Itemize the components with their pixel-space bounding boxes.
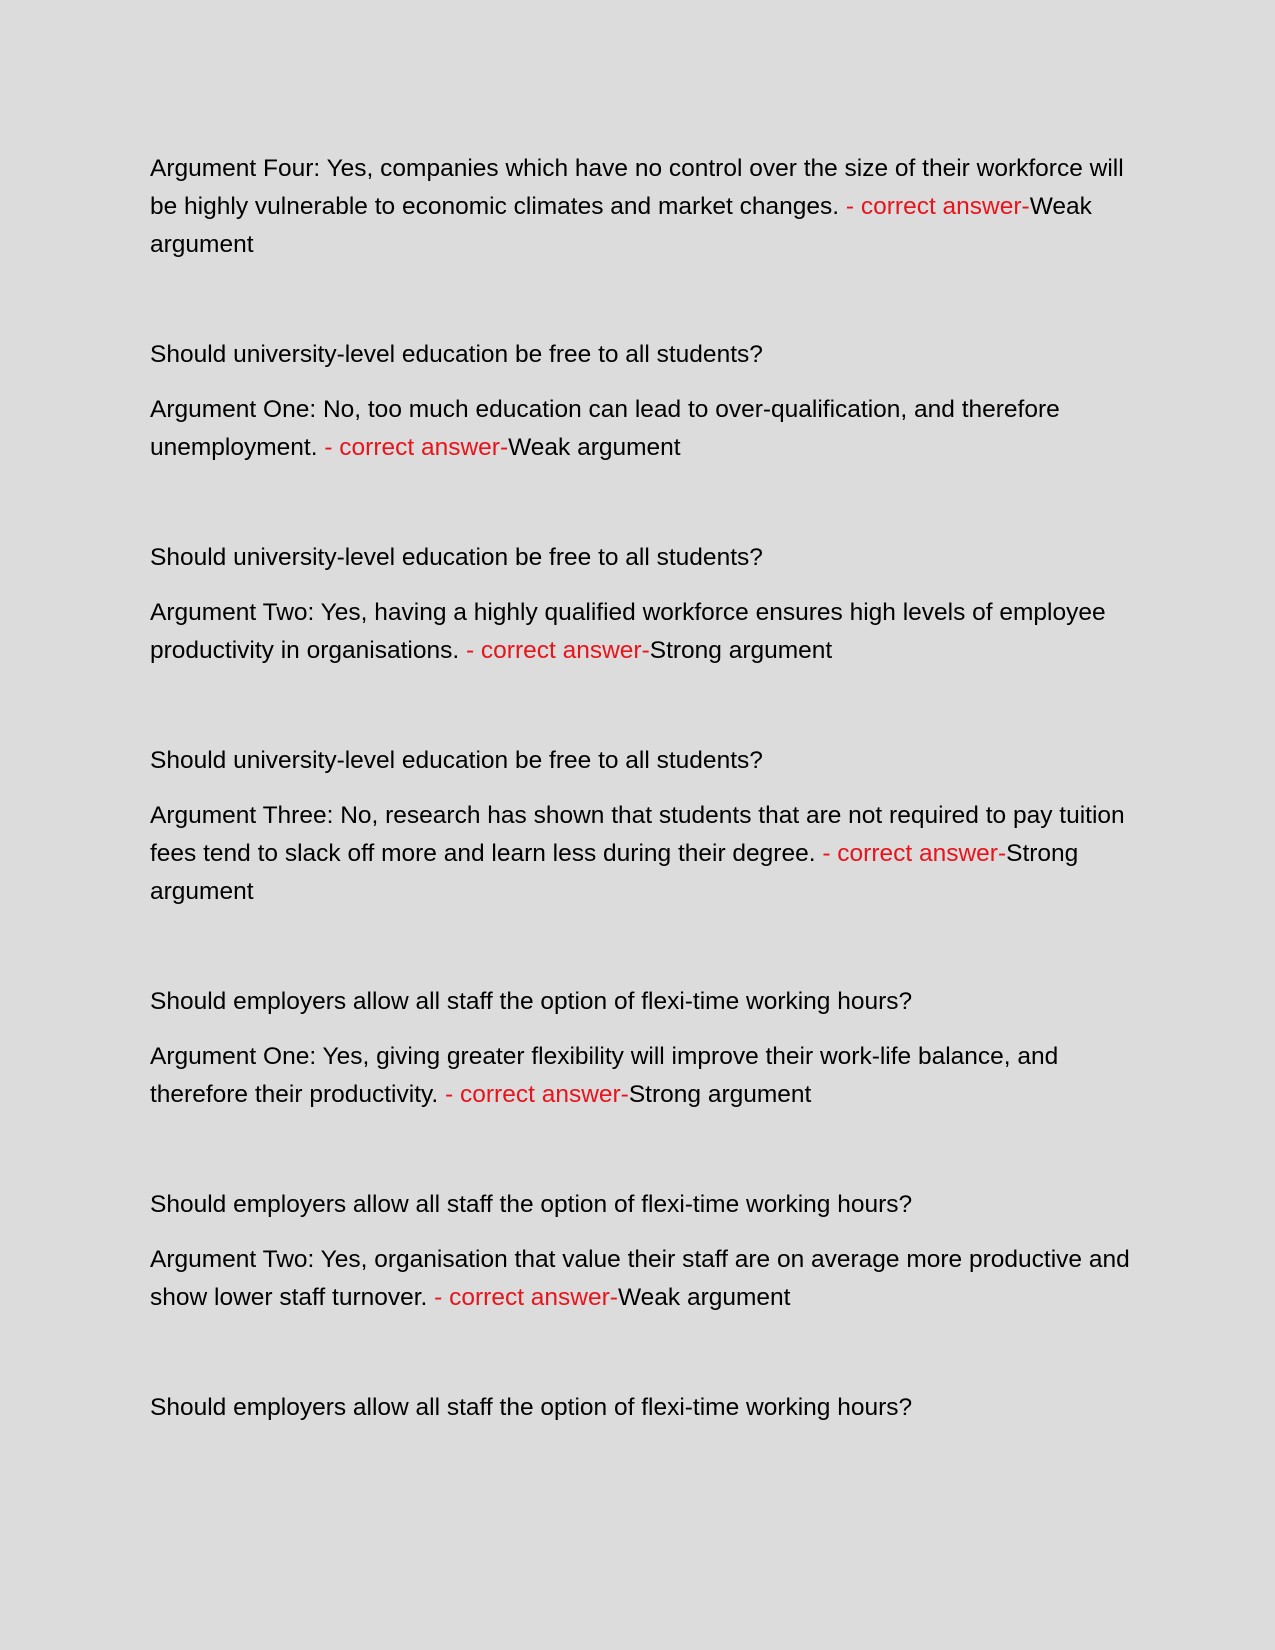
verdict-text: Strong argument <box>628 1081 812 1108</box>
correct-answer-marker: - correct answer- <box>445 1081 629 1108</box>
correct-answer-marker: - correct answer- <box>434 1284 618 1311</box>
question-text: Should university-level education be free to all students? <box>150 544 763 571</box>
question-text: Should university-level education be free to all students? <box>150 341 763 368</box>
argument-paragraph <box>150 797 1135 911</box>
verdict-text: Weak argument <box>617 1284 791 1311</box>
argument-text: Argument Two: Yes, organisation that value their staff are on average more productive and show lower staff turnover. <box>150 1246 1130 1311</box>
verdict-text: Strong argument <box>150 840 1079 905</box>
document-body <box>150 150 1135 1427</box>
correct-answer-marker: - correct answer- <box>845 193 1030 220</box>
verdict-text: Weak argument <box>508 434 681 461</box>
argument-paragraph <box>150 391 1135 467</box>
question-text: Should employers allow all staff the option of flexi-time working hours? <box>150 988 913 1015</box>
correct-answer-marker: - correct answer- <box>324 434 509 461</box>
correct-answer-marker: - correct answer- <box>465 637 650 664</box>
argument-text: Argument One: No, too much education can lead to over-qualification, and therefore unemployment. <box>150 396 1060 461</box>
argument-text: Argument One: Yes, giving greater flexibility will improve their work-life balance, and therefore their productivity. <box>150 1043 1059 1108</box>
argument-text: Argument Four: Yes, companies which have no control over the size of their workforce will be highly vulnerable to economic climates and market changes. <box>150 155 1124 220</box>
argument-paragraph <box>150 1038 1135 1114</box>
argument-paragraph <box>150 594 1135 670</box>
question-text: Should university-level education be free to all students? <box>150 747 763 774</box>
question-text: Should employers allow all staff the option of flexi-time working hours? <box>150 1191 913 1218</box>
argument-text: Argument Two: Yes, having a highly qualified workforce ensures high levels of employee productivity in organisations. <box>150 599 1106 664</box>
argument-paragraph <box>150 1241 1135 1317</box>
argument-paragraph <box>150 150 1135 264</box>
verdict-text: Weak argument <box>150 193 1092 258</box>
argument-text: Argument Three: No, research has shown that students that are not required to pay tuition fees tend to slack off more and learn less during their degree. <box>150 802 1125 867</box>
verdict-text: Strong argument <box>649 637 833 664</box>
question-text: Should employers allow all staff the option of flexi-time working hours? <box>150 1394 913 1421</box>
correct-answer-marker: - correct answer- <box>822 840 1007 867</box>
